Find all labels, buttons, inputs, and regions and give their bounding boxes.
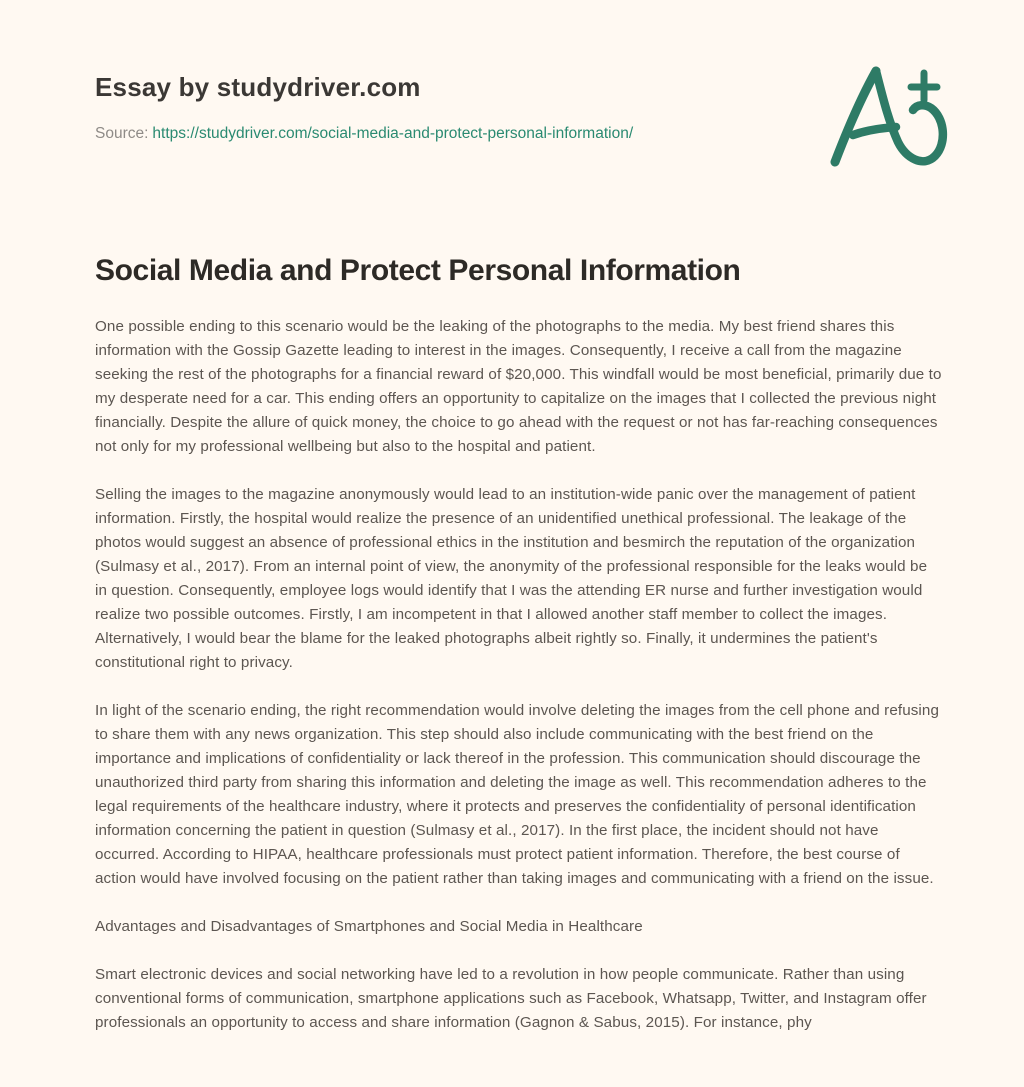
essay-paragraph-2: Selling the images to the magazine anonymously would lead to an institution-wide panic over the management of patient information. Firstly, the hospital would realize the presence of an unidentified unethical professional. The leakage of the photos would suggest an absence of professional ethics in the institution and besmirch the reputation of the organization (Sulmasy et al., 2017). From an internal point of view, the anonymity of the professional responsible for the leaks would be in question. Consequently, employee logs would identify that I was the attending ER nurse and further investigation would realize two possible outcomes. Firstly, I am incompetent in that I allowed another staff member to collect the images. Alternatively, I would bear the blame for the leaked photographs albeit rightly so. Finally, it undermines the patient's constitutional right to privacy.	[95, 486, 928, 671]
source-line	[95, 125, 943, 143]
essay-paragraph-1: One possible ending to this scenario would be the leaking of the photographs to the media. My best friend shares this information with the Gossip Gazette leading to interest in the images. Consequently, I receive a call from the magazine seeking the rest of the photographs for a financial reward of $20,000. This windfall would be most beneficial, primarily due to my desperate need for a car. This ending offers an opportunity to capitalize on the images that I collected the previous night financially. Despite the allure of quick money, the choice to go ahead with the request or not has far-reaching consequences not only for my professional wellbeing but also to the hospital and patient.	[95, 318, 942, 455]
essay-body	[95, 315, 943, 1035]
source-label: Source:	[95, 125, 149, 142]
section-heading: Advantages and Disadvantages of Smartphones and Social Media in Healthcare	[95, 918, 643, 935]
essay-paragraph-4: Smart electronic devices and social networking have led to a revolution in how people communicate. Rather than using conventional forms of communication, smartphone applications such as Facebook, Whatsapp, Twitter, and Instagram offer professionals an opportunity to access and share information (Gagnon & Sabus, 2015). For instance, phy	[95, 966, 927, 1031]
aplus-logo-icon	[826, 62, 950, 168]
essay-title: Social Media and Protect Personal Information	[95, 254, 741, 287]
page-title: Essay by studydriver.com	[95, 72, 421, 102]
essay-paragraph-3: In light of the scenario ending, the right recommendation would involve deleting the images from the cell phone and refusing to share them with any news organization. This step should also include communicating with the best friend on the importance and implications of confidentiality or lack thereof in the profession. This communication should discourage the unauthorized third party from sharing this information and deleting the image as well. This recommendation adheres to the legal requirements of the healthcare industry, where it protects and preserves the confidentiality of personal identification information concerning the patient in question (Sulmasy et al., 2017). In the first place, the incident should not have occurred. According to HIPAA, healthcare professionals must protect patient information. Therefore, the best course of action would have involved focusing on the patient rather than taking images and communicating with a friend on the issue.	[95, 702, 939, 887]
source-link[interactable]: https://studydriver.com/social-media-and-protect-personal-information/	[152, 125, 634, 142]
